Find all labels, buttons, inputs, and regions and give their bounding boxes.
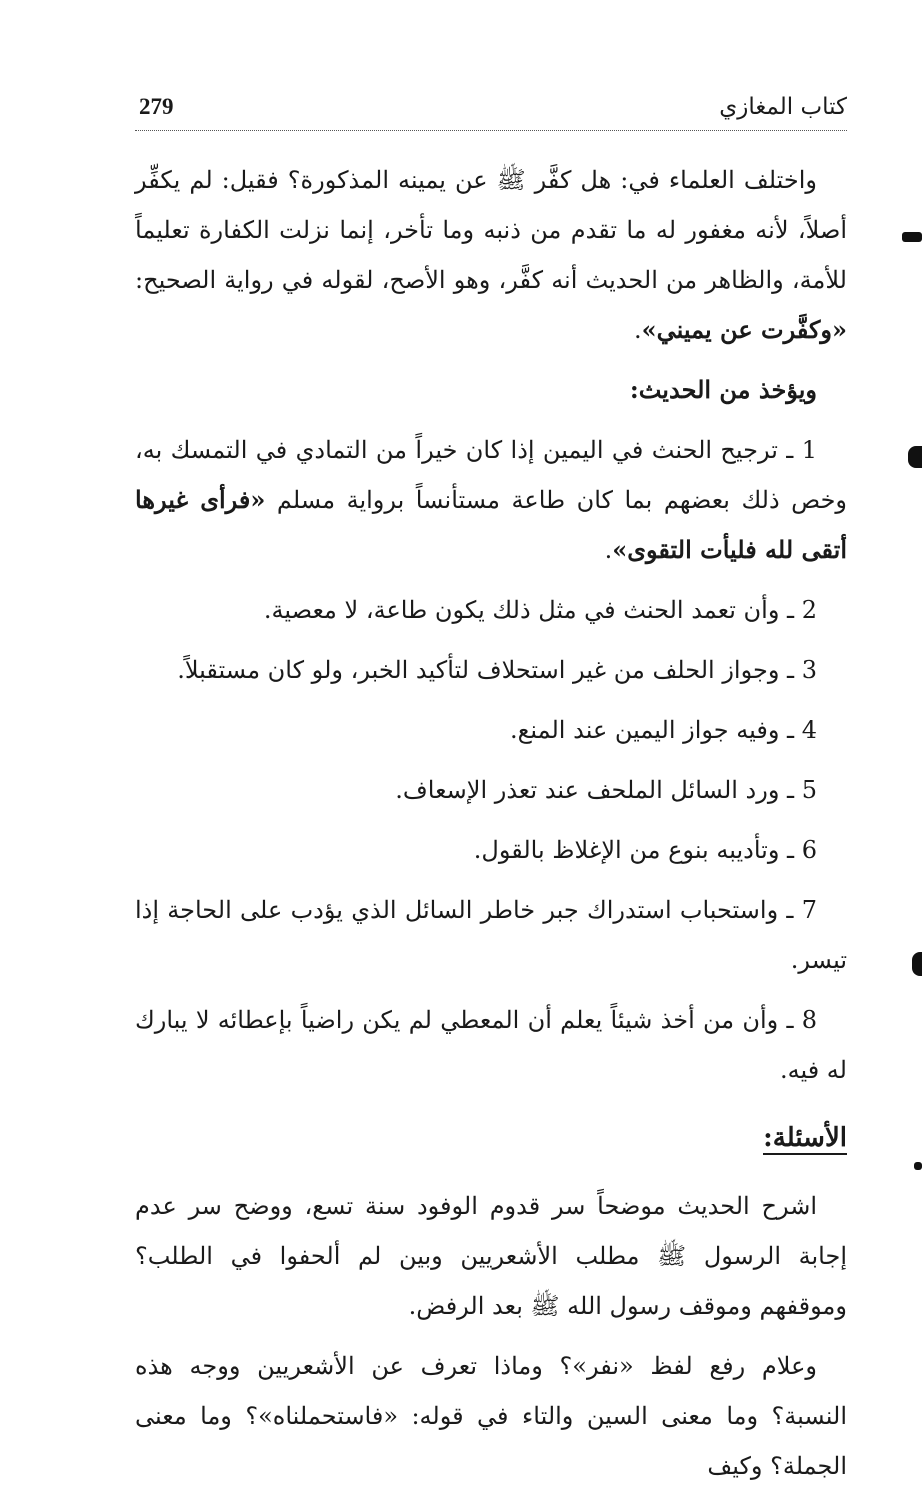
questions-heading-text: الأسئلة: [763, 1123, 847, 1153]
lesson-item-8: 8 ـ وأن من أخذ شيئاً يعلم أن المعطي لم يكن راضياً بإعطائه لا يبارك له فيه. [135, 1006, 847, 1084]
margin-mark [902, 232, 922, 242]
question-2: وعلام رفع لفظ «نفر»؟ وماذا تعرف عن الأشعريين ووجه هذه النسبة؟ وما معنى السين والتاء في قوله: «فاستحملناه»؟ وما معنى الجملة؟ وكيف [135, 1352, 848, 1480]
lesson-end: . [604, 536, 613, 564]
book-title: كتاب المغازي [719, 94, 847, 120]
lesson-item-1 [135, 425, 847, 575]
lesson-item-7: 7 ـ واستحباب استدراك جبر خاطر السائل الذي يؤدب على الحاجة إذا تيسر. [135, 896, 847, 974]
lesson-item-6: 6 ـ وتأديبه بنوع من الإغلاظ بالقول. [473, 836, 817, 864]
paragraph-kaffara [135, 155, 847, 355]
page-number: 279 [139, 94, 174, 119]
page-header [135, 92, 847, 131]
margin-mark [914, 1162, 922, 1170]
lesson-item-2: 2 ـ وأن تعمد الحنث في مثل ذلك يكون طاعة، لا معصية. [263, 596, 817, 624]
heading-lessons: ويؤخذ من الحديث: [629, 375, 817, 404]
margin-mark [908, 446, 922, 468]
lesson-item-3: 3 ـ وجواز الحلف من غير استحلاف لتأكيد الخبر، ولو كان مستقبلاً. [177, 656, 817, 684]
hadith-quote: «فرأى غيرها أتقى لله فليأت التقوى» [135, 485, 847, 564]
page-content [135, 155, 847, 1491]
paragraph-end: . [634, 316, 642, 344]
questions-heading [135, 1113, 847, 1163]
hadith-quote: «وكفَّرت عن يميني» [641, 315, 847, 344]
lesson-text: 1 ـ ترجيح الحنث في اليمين إذا كان خيراً من التمادي في التمسك به، وخص ذلك بعضهم بما كان طاعة مستأنساً برواية مسلم [135, 436, 847, 514]
lesson-item-4: 4 ـ وفيه جواز اليمين عند المنع. [509, 716, 817, 744]
paragraph-text: واختلف العلماء في: هل كفَّر ﷺ عن يمينه المذكورة؟ فقيل: لم يكفِّر أصلاً، لأنه مغفور له ما تقدم من ذنبه وما تأخر، إنما نزلت الكفارة تعليماً للأمة، والظاهر من الحديث أنه كفَّر، وهو الأصح، لقوله في رواية الصحيح: [135, 166, 847, 294]
margin-mark [912, 952, 922, 976]
question-1: اشرح الحديث موضحاً سر قدوم الوفود سنة تسع، ووضح سر عدم إجابة الرسول ﷺ مطلب الأشعريين وبين لم ألحفوا في الطلب؟ وموقفهم وموقف رسول الله ﷺ بعد الرفض. [135, 1192, 847, 1320]
lesson-item-5: 5 ـ ورد السائل الملحف عند تعذر الإسعاف. [395, 776, 817, 804]
